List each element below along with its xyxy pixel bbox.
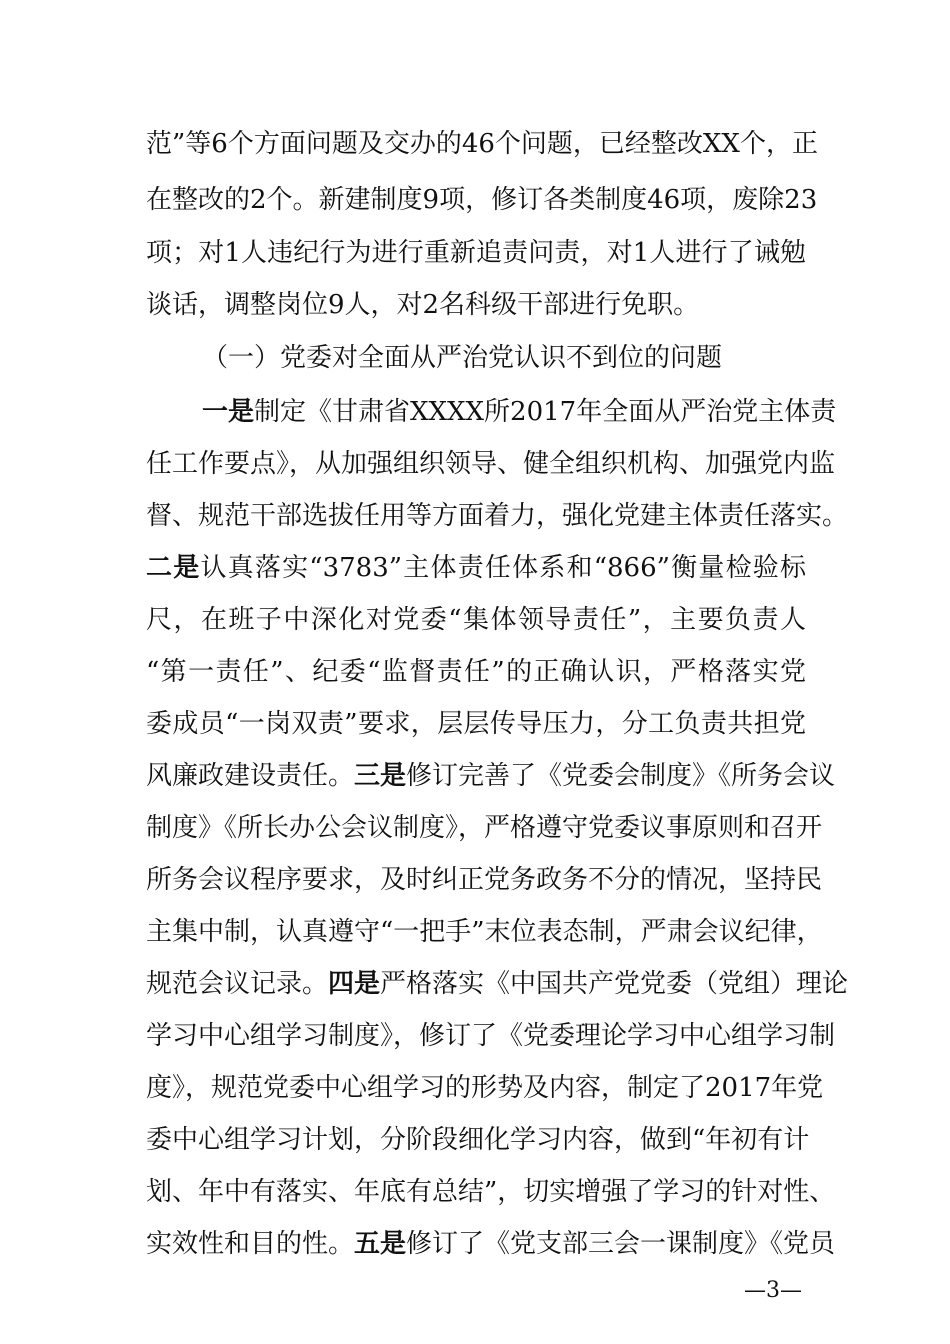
item-text: 严格落实《中国共产党党委（党组）理论 [380, 969, 849, 999]
item-text: 风廉政建设责任。 [146, 761, 355, 791]
section-heading: （一）党委对全面从严治党认识不到位的问题 [202, 343, 723, 373]
item-marker: 四是 [328, 969, 381, 999]
body-text-line: 学习中心组学习制度》，修订了《党委理论学习中心组学习制 [146, 1021, 836, 1051]
item-text: 规范会议记录。 [146, 969, 329, 999]
body-text-line: 督、规范干部选拔任用等方面着力，强化党建主体责任落实。 [146, 501, 849, 531]
body-text-line: 制度》《所长办公会议制度》，严格遵守党委议事原则和召开 [146, 813, 823, 843]
body-text-line: 项；对1人违纪行为进行重新追责问责，对1人进行了诫勉 [146, 238, 806, 268]
body-text-line [146, 756, 836, 796]
item-text: 制定《甘肃省XXXX所2017年全面从严治党主体责 [254, 397, 837, 427]
item-text: 认真落实“3783”主体责任体系和“866”衡量检验标 [200, 553, 806, 583]
body-text-line: 尺，在班子中深化对党委“集体领导责任”，主要负责人 [146, 605, 806, 635]
body-text-line: 委成员“一岗双责”要求，层层传导压力，分工负责共担党 [146, 709, 806, 739]
item-text: 修订了《党支部三会一课制度》《党员 [406, 1229, 836, 1259]
body-text-line: 范”等6个方面问题及交办的46个问题，已经整改XX个，正 [146, 129, 818, 159]
item-marker: 一是 [202, 397, 255, 427]
body-text-line [146, 1224, 836, 1264]
page-number: —3— [744, 1278, 802, 1303]
body-text-line: 主集中制，认真遵守“一把手”末位表态制，严肃会议纪律， [146, 917, 823, 947]
item-text: 实效性和目的性。 [146, 1229, 355, 1259]
item-text: 修订完善了《党委会制度》《所务会议 [406, 761, 836, 791]
item-marker: 二是 [146, 553, 201, 583]
item-marker: 三是 [354, 761, 407, 791]
body-text-line: 任工作要点》，从加强组织领导、健全组织机构、加强党内监 [146, 449, 836, 479]
body-text-line: 所务会议程序要求，及时纠正党务政务不分的情况，坚持民 [146, 865, 823, 895]
body-text-line: 在整改的2个。新建制度9项，修订各类制度46项，废除23 [146, 185, 818, 215]
body-text-line: 度》，规范党委中心组学习的形势及内容，制定了2017年党 [146, 1073, 824, 1103]
item-marker: 五是 [354, 1229, 407, 1259]
body-text-line: 谈话，调整岗位9人，对2名科级干部进行免职。 [146, 290, 700, 320]
body-text-line [202, 392, 837, 432]
body-text-line: 划、年中有落实、年底有总结”，切实增强了学习的针对性、 [146, 1177, 836, 1207]
body-text-line: 委中心组学习计划，分阶段细化学习内容，做到“年初有计 [146, 1125, 810, 1155]
body-text-line [146, 548, 806, 588]
body-text-line: “第一责任”、纪委“监督责任”的正确认识，严格落实党 [146, 657, 806, 687]
body-text-line [146, 964, 849, 1004]
